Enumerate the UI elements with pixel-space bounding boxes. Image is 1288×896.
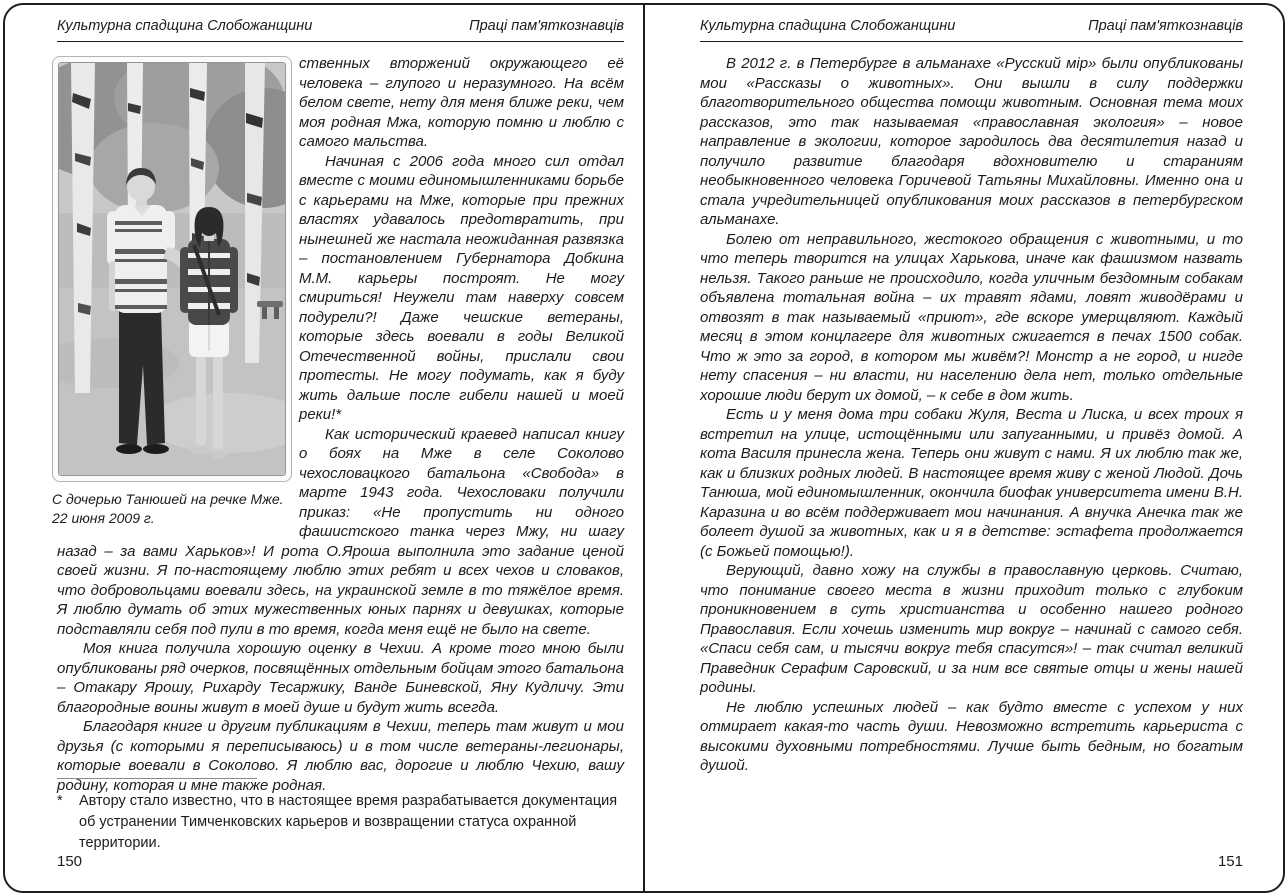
footnote-marker: * — [57, 793, 63, 809]
footnote-rule — [57, 778, 257, 779]
footnote-text: Автору стало известно, что в настоящее время разрабатывается документация об устранении Тимченковских карьеров и возвращении статуса охранной территории. — [79, 793, 618, 851]
footnote — [57, 778, 624, 854]
page-divider — [643, 4, 645, 892]
family-photo-illustration — [59, 63, 285, 475]
header-right: Праці пам'яткознавців — [1088, 18, 1243, 34]
page-number-right: 151 — [1217, 853, 1243, 870]
photo-caption-line2: 22 июня 2009 г. — [52, 510, 155, 526]
header-left: Культурна спадщина Слобожанщини — [57, 18, 313, 34]
paragraph: Моя книга получила хорошую оценку в Чехии. А кроме того мною были опубликованы ряд очерков, посвящённых отдельным бойцам этого батальона – Отакару Ярошу, Рихарду Тесаржику, Ванде Биневской, Яну Кудличу. Эти благородные воины живут в моей душе и будут жить всегда. — [57, 640, 624, 716]
paragraph: Верующий, давно хожу на службы в православную церковь. Считаю, что понимание своего места в жизни приходит только с глубоким проникновением в суть христианства и особенно нашего родного Православия. Если хочешь изменить мир вокруг – начинай с самого себя. «Спаси себя сам, и тысячи вокруг тебя спасутся»! – так считал великий Праведник Серафим Саровский, и за ним все святые отцы и жены нашей родины. — [700, 562, 1243, 696]
paragraph: Болею от неправильного, жестокого обращения с животными, и то что теперь творится на улицах Харькова, иначе как фашизмом назвать нельзя. Такого раньше не происходило, когда уличным бездомным собакам объявлена тотальная война – их травят ядами, ловят живодёрами и отвозят в так называемый «приют», где вскоре умерщвляют. Каждый месяц в этом концлагере для животных сжигается в печах 1500 собак. Что ж это за город, в котором мы живём?! Монстр а не город, и нигде нету спасения – ни власти, ни населению дела нет, только отдельные хорошие люди берут их домой, – к себе в дом жить. — [700, 230, 1243, 404]
family-photo — [58, 62, 286, 476]
header-right: Праці пам'яткознавців — [469, 18, 624, 34]
paragraph: Начиная с 2006 года много сил отдал вместе с моими единомышленниками борьбе с карьерами на Мже, которые при прежних властях удавалось предотвратить, при нынешней же настала неожиданная развязка – постановлением Губернатора Добкина М.М. карьеры построят. Не могу смириться! Неужели там наверху совсем подурели?! Даже чешские ветераны, которые здесь воевали в годы Великой Отечественной войны, прислали свои протесты. Не могу подумать, как я буду жить дальше после гибели нашей и моей реки!* — [299, 152, 624, 423]
photo-caption-line1: С дочерью Танюшей на речке Мже. — [52, 491, 284, 507]
paragraph: В 2012 г. в Петербурге в альманахе «Русский мір» были опубликованы мои «Рассказы о животных». Они вышли в силу поддержки благотворительного общества помощи животным. Основная тема моих рассказов, это так называемая «православная экология» – новое направление в экологии, которое зародилось два десятилетия назад и получило развитие благодаря вдохновителю и стараниям необыкновенного человека Горичевой Татьяны Михайловны. Именно она и стала учредительницей опубликования моих рассказов в петербургском альманахе. — [700, 55, 1243, 228]
paragraph: Не люблю успешных людей – как будто вместе с успехом у них отмирает какая-то часть души. Невозможно встретить карьериста с высокими духовными потребностями. Лучше быть бедным, но богатым душой. — [700, 698, 1243, 774]
right-page-body — [700, 54, 1243, 776]
left-page-body — [52, 54, 624, 795]
paragraph: Есть и у меня дома три собаки Жуля, Веста и Лиска, и всех троих я встретил на улице, истощёнными или запуганными, и привёз домой. А кота Василя принесла жена. Теперь они живут с нами. Я их люблю так же, как и близких родных людей. В настоящее время живу с женой Людой. Дочь Танюша, мой единомышленник, окончила биофак университета имени В.Н. Каразина и во всём поддерживает мои начинания. А внучка Анечка так же болеет душой за животных, как и я в детстве: эстафета продолжается (с Божьей помощью!). — [700, 406, 1243, 560]
photo-ornamental-frame — [52, 56, 292, 482]
header-left: Культурна спадщина Слобожанщини — [700, 18, 956, 34]
running-header — [700, 18, 1243, 42]
page-151 — [644, 0, 1288, 896]
paragraph: Благодаря книге и другим публикациям в Чехии, теперь там живут и мои друзья (с которыми я переписываюсь) и в том числе ветераны-легионары, которые воевали в Соколово. Я люблю вас, дорогие и люблю Чехию, вашу родину, которая и мне также родная. — [57, 718, 624, 794]
paragraph: ственных вторжений окружающего её человека – глупого и неразумного. На всём белом свете, нету для меня ближе реки, чем моя родная Мжа, которую помню и люблю с самого мальства. — [299, 55, 624, 150]
running-header — [57, 18, 624, 42]
photo-caption — [52, 490, 292, 528]
photo-figure — [52, 56, 292, 528]
page-number-left: 150 — [57, 853, 83, 870]
paragraph: Как исторический краевед написал книгу о боях на Мже в селе Соколово чехословацкого батальона «Свобода» в марте 1943 года. Чехословаки получили приказ: «Не пропустить ни одного фашистского танка через Мжу, ни шагу назад – за вами Харьков»! И рота О.Яроша выполнила это задание ценой своей жизни. Я по-настоящему люблю этих ребят и всех чехов и словаков, что добровольцами воевали здесь, на украинской земле в то тяжёлое время. Я люблю думать об этих мужественных юных парнях и девушках, которые подставляли себя под пули в то время, когда меня ещё не было на свете. — [57, 425, 624, 638]
